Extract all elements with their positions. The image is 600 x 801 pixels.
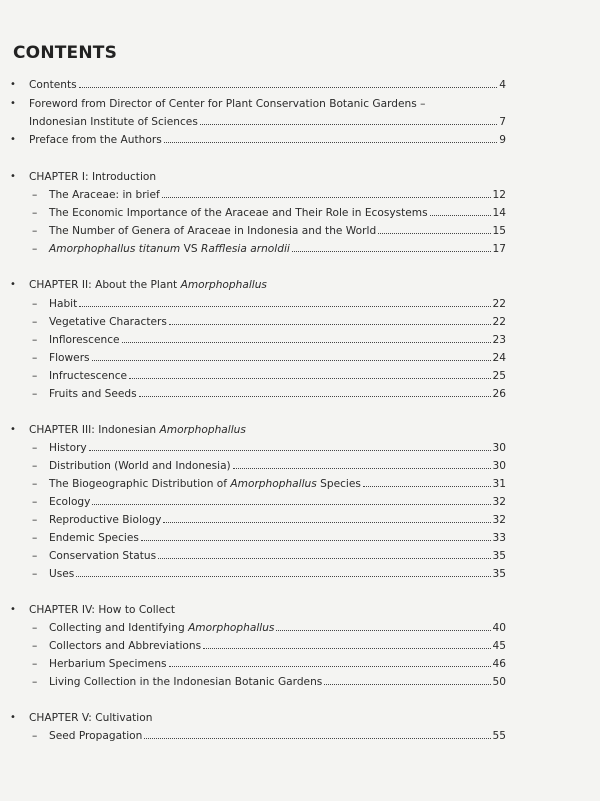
page-number: 4 xyxy=(499,79,506,91)
dash-icon: – xyxy=(32,532,38,544)
dash-icon: – xyxy=(32,622,38,634)
toc-subentry: – Herbarium Specimens 46 xyxy=(0,655,600,673)
page-title: CONTENTS xyxy=(13,43,118,63)
toc-entry: • Preface from the Authors 9 xyxy=(0,131,600,149)
chapter-heading: • CHAPTER I: Introduction xyxy=(0,168,600,186)
dash-icon: – xyxy=(32,298,38,310)
toc-subentry: – Reproductive Biology 32 xyxy=(0,511,600,529)
page-number: 26 xyxy=(492,388,506,400)
bullet-icon: • xyxy=(10,279,16,290)
chapter-heading: • CHAPTER IV: How to Collect xyxy=(0,601,600,619)
toc-subentry: – Collectors and Abbreviations 45 xyxy=(0,637,600,655)
toc-subentry: – The Araceae: in brief 12 xyxy=(0,186,600,204)
page-number: 12 xyxy=(492,189,506,201)
page-number: 30 xyxy=(492,460,506,472)
dash-icon: – xyxy=(32,442,38,454)
page-number: 33 xyxy=(492,532,506,544)
dash-icon: – xyxy=(32,370,38,382)
bullet-icon: • xyxy=(10,98,16,109)
page-number: 24 xyxy=(492,352,506,364)
page-number: 35 xyxy=(492,550,506,562)
dash-icon: – xyxy=(32,550,38,562)
page-number: 50 xyxy=(492,676,506,688)
toc-subentry: – Flowers 24 xyxy=(0,349,600,367)
bullet-icon: • xyxy=(10,79,16,90)
toc-subentry: – Vegetative Characters 22 xyxy=(0,313,600,331)
toc-subentry: – The Number of Genera of Araceae in Indonesia and the World 15 xyxy=(0,222,600,240)
page-number: 22 xyxy=(492,316,506,328)
dash-icon: – xyxy=(32,388,38,400)
dash-icon: – xyxy=(32,568,38,580)
toc-subentry: – Endemic Species 33 xyxy=(0,529,600,547)
toc-subentry: – Inflorescence 23 xyxy=(0,331,600,349)
toc-subentry: – Collecting and Identifying Amorphophallus 40 xyxy=(0,619,600,637)
page-number: 32 xyxy=(492,496,506,508)
page-number: 23 xyxy=(492,334,506,346)
toc-subentry: – Ecology 32 xyxy=(0,493,600,511)
toc-entry: • Contents 4 xyxy=(0,76,600,94)
dash-icon: – xyxy=(32,334,38,346)
page-number: 15 xyxy=(492,225,506,237)
toc-subentry: – Living Collection in the Indonesian Botanic Gardens 50 xyxy=(0,673,600,691)
dash-icon: – xyxy=(32,730,38,742)
toc-subentry: – Infructescence 25 xyxy=(0,367,600,385)
dash-icon: – xyxy=(32,352,38,364)
dash-icon: – xyxy=(32,189,38,201)
dash-icon: – xyxy=(32,316,38,328)
page-number: 35 xyxy=(492,568,506,580)
dash-icon: – xyxy=(32,496,38,508)
dash-icon: – xyxy=(32,640,38,652)
dash-icon: – xyxy=(32,514,38,526)
bullet-icon: • xyxy=(10,604,16,615)
page-number: 7 xyxy=(499,116,506,128)
page-number: 14 xyxy=(492,207,506,219)
page-number: 46 xyxy=(492,658,506,670)
page-number: 32 xyxy=(492,514,506,526)
toc-subentry: – Conservation Status 35 xyxy=(0,547,600,565)
page-number: 40 xyxy=(492,622,506,634)
dash-icon: – xyxy=(32,207,38,219)
page-number: 30 xyxy=(492,442,506,454)
toc-subentry: – Fruits and Seeds 26 xyxy=(0,385,600,403)
dash-icon: – xyxy=(32,225,38,237)
bullet-icon: • xyxy=(10,424,16,435)
toc-subentry: – Distribution (World and Indonesia) 30 xyxy=(0,457,600,475)
dash-icon: – xyxy=(32,478,38,490)
dash-icon: – xyxy=(32,658,38,670)
chapter-heading: • CHAPTER II: About the Plant Amorphophallus xyxy=(0,276,600,294)
toc-entry: • Foreword from Director of Center for Plant Conservation Botanic Gardens – xyxy=(0,95,600,113)
chapter-heading: • CHAPTER V: Cultivation xyxy=(0,709,600,727)
dash-icon: – xyxy=(32,243,38,255)
toc-subentry: – The Biogeographic Distribution of Amorphophallus Species 31 xyxy=(0,475,600,493)
page-number: 17 xyxy=(492,243,506,255)
dash-icon: – xyxy=(32,676,38,688)
page-number: 25 xyxy=(492,370,506,382)
toc-subentry: – Habit 22 xyxy=(0,295,600,313)
toc-subentry: – Seed Propagation 55 xyxy=(0,727,600,745)
toc-subentry: – History 30 xyxy=(0,439,600,457)
bullet-icon: • xyxy=(10,134,16,145)
page-number: 22 xyxy=(492,298,506,310)
toc-subentry: – The Economic Importance of the Araceae and Their Role in Ecosystems 14 xyxy=(0,204,600,222)
page-number: 9 xyxy=(499,134,506,146)
toc-subentry: – Amorphophallus titanum VS Rafflesia arnoldii 17 xyxy=(0,240,600,258)
toc-entry-continued: Indonesian Institute of Sciences 7 xyxy=(0,113,600,131)
bullet-icon: • xyxy=(10,171,16,182)
toc-subentry: – Uses 35 xyxy=(0,565,600,583)
page-number: 45 xyxy=(492,640,506,652)
chapter-heading: • CHAPTER III: Indonesian Amorphophallus xyxy=(0,421,600,439)
bullet-icon: • xyxy=(10,712,16,723)
dash-icon: – xyxy=(32,460,38,472)
page-number: 31 xyxy=(492,478,506,490)
page-number: 55 xyxy=(492,730,506,742)
